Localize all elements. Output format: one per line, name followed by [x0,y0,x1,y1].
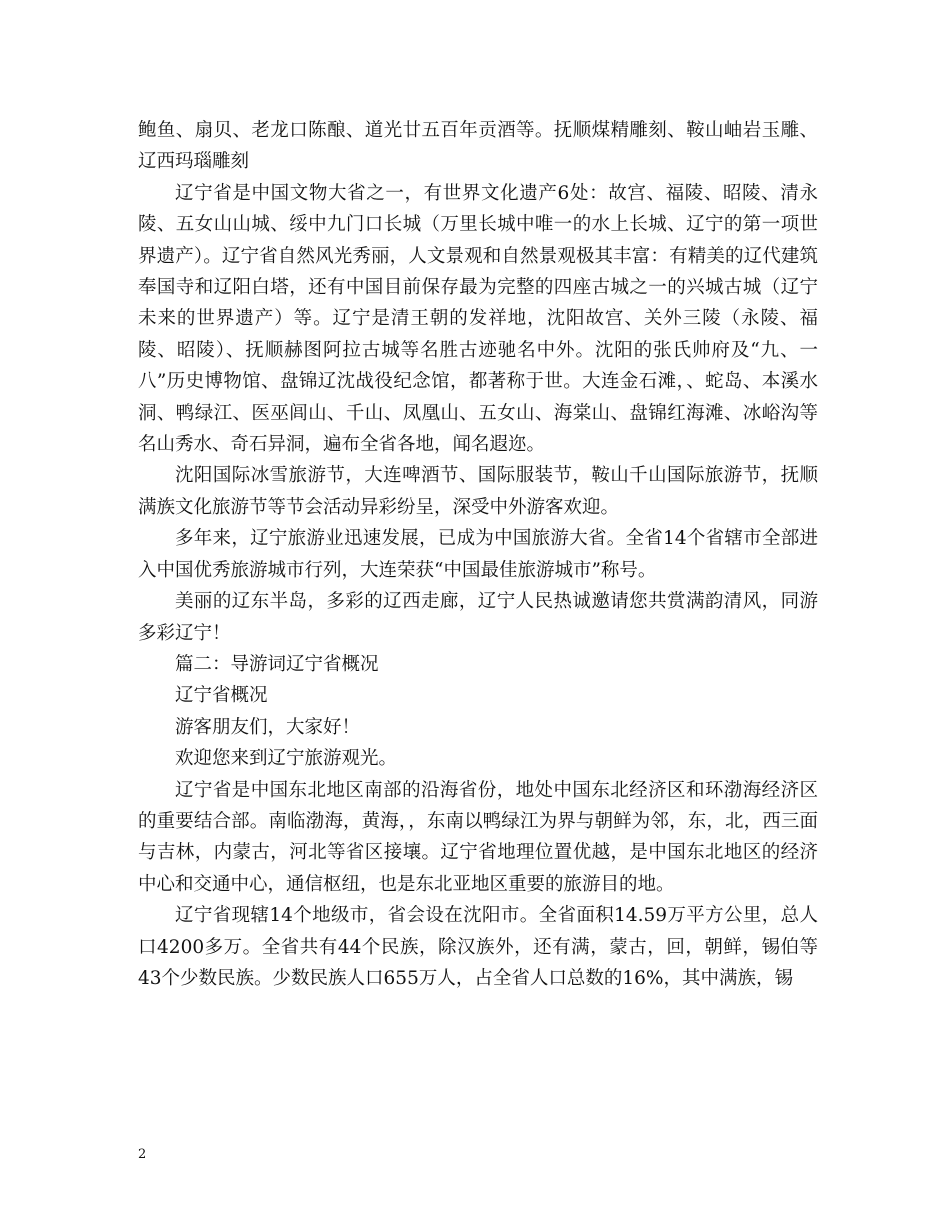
page-number: 2 [138,1147,147,1162]
paragraph-greeting: 游客朋友们，大家好！ [175,716,361,738]
paragraph-invitation: 美丽的辽东半岛，多彩的辽西走廊，辽宁人民热诚邀请您共赏满韵清风，同游多彩辽宁！ [138,591,818,644]
paragraph-administration: 辽宁省现辖14个地级市，省会设在沈阳市。全省面积14.59万平方公里，总人口4200多万。全省共有44个民族，除汉族外，还有满，蒙古，回，朝鲜，锡伯等43个少数民族。少数民族人口655万人，占全省人口总数的16%，其中满族，锡 [138,905,818,989]
paragraph-specialty-crafts: 鲍鱼、扇贝、老龙口陈酿、道光廿五百年贡酒等。抚顺煤精雕刻、鞍山岫岩玉雕、辽西玛瑙雕刻 [138,120,818,173]
paragraph-festivals: 沈阳国际冰雪旅游节，大连啤酒节、国际服装节，鞍山千山国际旅游节，抚顺满族文化旅游节等节会活动异彩纷呈，深受中外游客欢迎。 [138,465,818,518]
paragraph-geography: 辽宁省是中国东北地区南部的沿海省份，地处中国东北经济区和环渤海经济区的重要结合部。南临渤海，黄海，，东南以鸭绿江为界与朝鲜为邻，东，北，西三面与吉林，内蒙古，河北等省区接壤。辽宁省地理位置优越，是中国东北地区的经济中心和交通中心，通信枢纽，也是东北亚地区重要的旅游目的地。 [138,779,818,895]
paragraph-tourism-development: 多年来，辽宁旅游业迅速发展，已成为中国旅游大省。全省14个省辖市全部进入中国优秀旅游城市行列，大连荣获“中国最佳旅游城市”称号。 [138,528,818,581]
section-heading: 篇二：导游词辽宁省概况 [175,653,379,675]
paragraph-cultural-heritage: 辽宁省是中国文物大省之一，有世界文化遗产6处：故宫、福陵、昭陵、清永陵、五女山山城、绥中九门口长城（万里长城中唯一的水上长城、辽宁的第一项世界遗产）。辽宁省自然风光秀丽，人文景观和自然景观极其丰富：有精美的辽代建筑奉国寺和辽阳白塔，还有中国目前保存最为完整的四座古城之一的兴城古城（辽宁未来的世界遗产）等。辽宁是清王朝的发祥地，沈阳故宫、关外三陵（永陵、福陵、昭陵）、抚顺赫图阿拉古城等名胜古迹驰名中外。沈阳的张氏帅府及“九、一八”历史博物馆、盘锦辽沈战役纪念馆，都著称于世。大连金石滩，、蛇岛、本溪水洞、鸭绿江、医巫闾山、千山、凤凰山、五女山、海棠山、盘锦红海滩、冰峪沟等名山秀水、奇石异洞，遍布全省各地，闻名遐迩。 [138,182,818,456]
subsection-title: 辽宁省概况 [175,685,268,707]
document-body [138,115,818,994]
paragraph-welcome: 欢迎您来到辽宁旅游观光。 [175,748,398,770]
